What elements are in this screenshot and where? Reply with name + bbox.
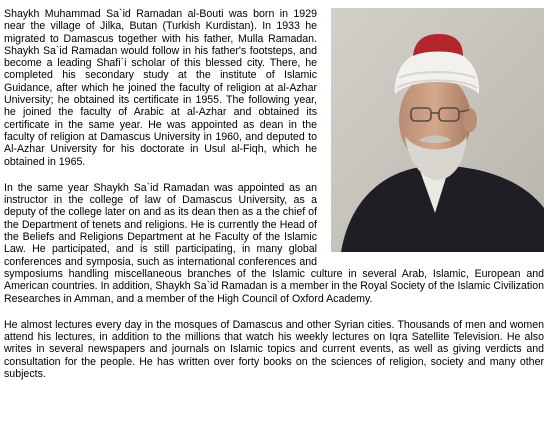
paragraph-early-life: Shaykh Muhammad Sa`id Ramadan al-Bouti was born in 1929 near the village of Jilka, Butan (Turkish Kurdistan). In 1933 he migrated to Damascus together with his father, Mulla Ramadan. Shaykh Sa`id Ramadan would follow in his father's footsteps, and become a leading Shafi`i scholar of this blessed city. There, he completed his secondary study at the institute of Islamic Guidance, after which he joined the faculty of religion at al-Azhar University; he obtained its certificate in 1955. The following year, he joined the faculty of Arabic at al-Azhar and obtained its certificate in the same year. He was appointed as dean in the faculty of religion at Damascus University in 1960, and deputed to Al-Azhar University for his doctorate in Usul al-Fiqh, which he obtained in 1965. [4,8,317,168]
paragraph-lectures: He almost lectures every day in the mosques of Damascus and other Syrian cities. Thousands of men and women attend his lectures, in addition to the millions that watch his weekly lectures on Iqra Satellite Television. He also writes in several newspapers and journals on Islamic topics and current events, as well as giving verdicts and consultation for the people. He has written over forty books on the sciences of religion, society and many other subjects. [4,318,544,381]
paragraph-career: In the same year Shaykh Sa`id Ramadan was appointed as an instructor in the college of law of Damascus University, as a deputy of the college later on and as its dean then as a the chief of the Department of tenets and religions. He is currently the Head of the Beliefs and Religions Department at he Faculty of the Islamic Law. He participated, and is still participating, in many global conferences and symposia, such as international conferences and symposiums handling miscellaneous branches of the Islamic culture in several Arab, Islamic, European and American countries. In addition, Shaykh Sa`id Ramadan is a member in the Royal Society of the Islamic Civilization Researches in Amman, and a member of the High Council of Oxford Academy. [4,181,544,305]
portrait-photo [331,8,544,252]
biography-article [4,8,544,394]
